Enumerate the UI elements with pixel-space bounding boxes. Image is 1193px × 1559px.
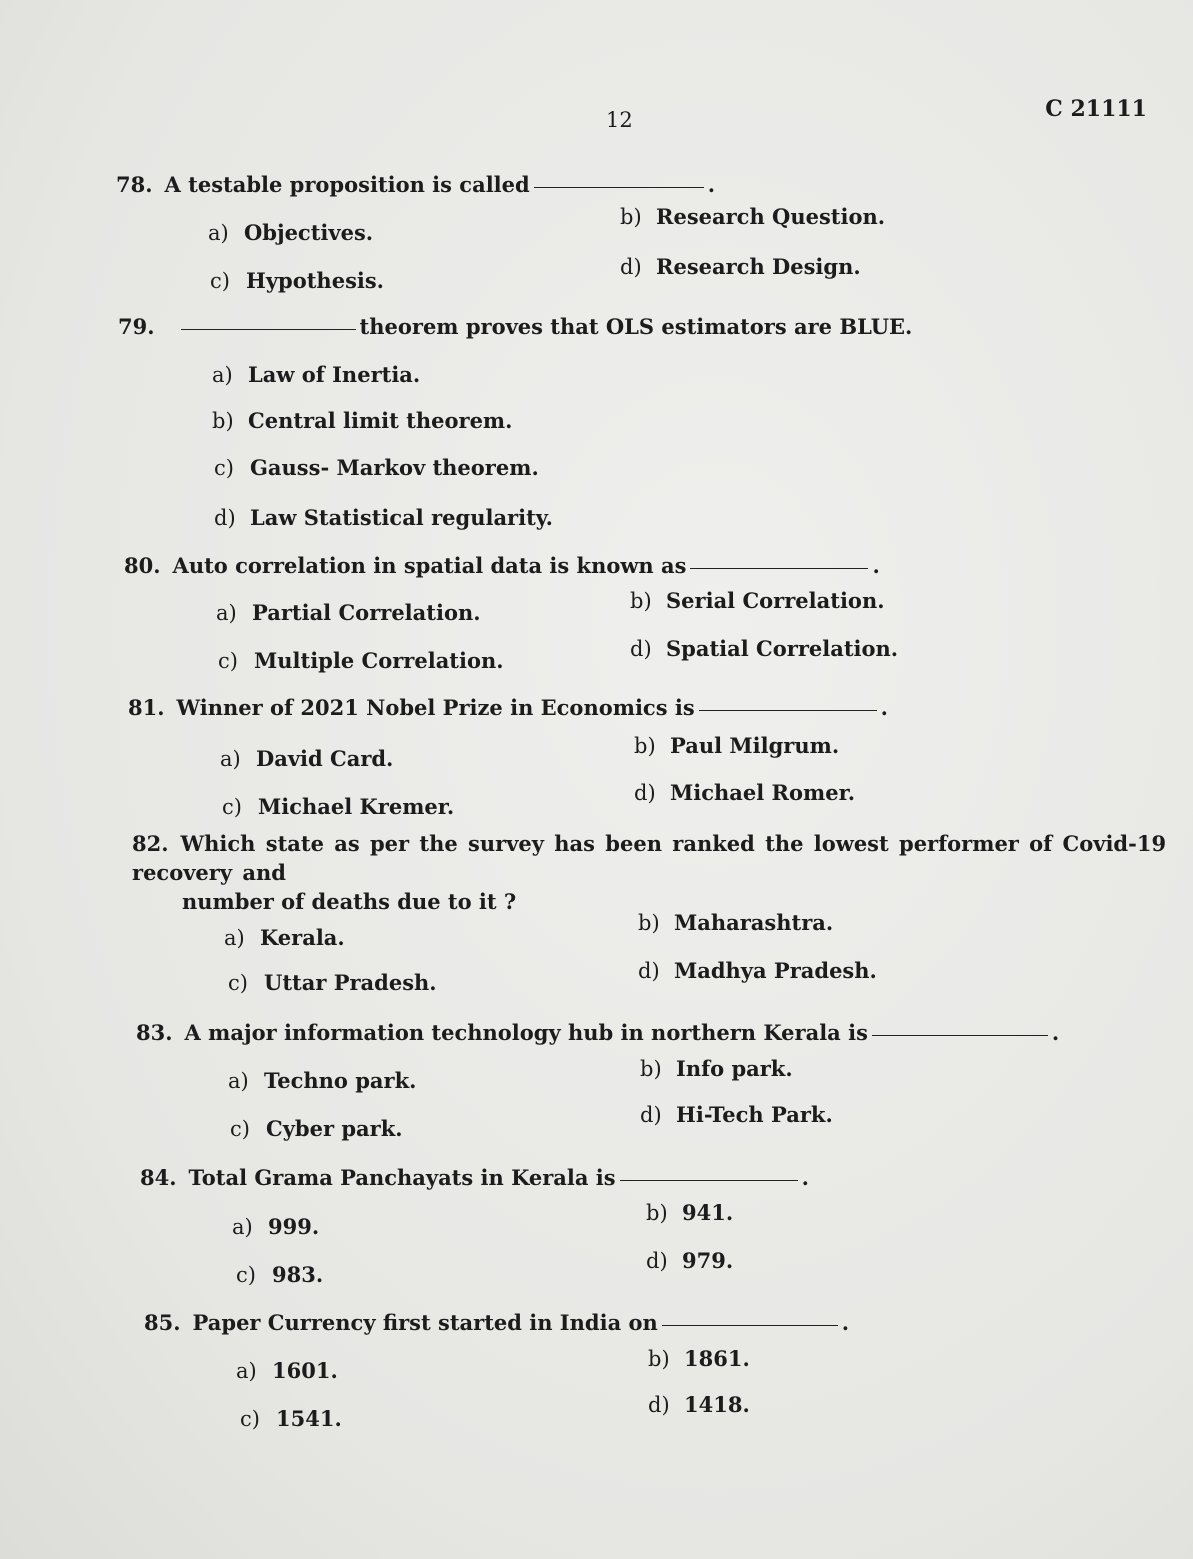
option-c: c) 983.	[236, 1262, 324, 1287]
answer-blank	[534, 185, 704, 188]
question-83: 83. A major information technology hub in northern Kerala is .	[136, 1020, 1060, 1045]
question-text: A major information technology hub in northern Kerala is	[184, 1020, 868, 1045]
option-c: c) 1541.	[240, 1406, 342, 1431]
question-text: Which state as per the survey has been ranked the lowest performer of Covid-19 recovery and	[132, 831, 1167, 885]
question-82: 82. Which state as per the survey has been ranked the lowest performer of Covid-19 recovery and number of deaths due to it ?	[132, 831, 1167, 914]
option-c: c) Michael Kremer.	[222, 794, 455, 819]
option-c: c) Multiple Correlation.	[218, 648, 504, 673]
option-d: d) 1418.	[648, 1392, 750, 1417]
option-a: a) David Card.	[220, 746, 394, 771]
answer-blank	[181, 327, 356, 330]
option-c: c) Cyber park.	[230, 1116, 403, 1141]
answer-blank	[620, 1178, 798, 1181]
option-a: a) Law of Inertia.	[212, 362, 421, 387]
question-text: Auto correlation in spatial data is known as	[172, 553, 687, 578]
question-text: Paper Currency first started in India on	[192, 1310, 658, 1335]
option-d: d) Hi-Tech Park.	[640, 1102, 833, 1127]
paper-code: C 21111	[1045, 96, 1147, 122]
answer-blank	[662, 1323, 838, 1326]
option-b: b) Research Question.	[620, 204, 886, 229]
option-d: d) Research Design.	[620, 254, 861, 279]
question-78: 78. A testable proposition is called .	[116, 172, 716, 197]
question-text-line-2: number of deaths due to it ?	[182, 889, 517, 914]
option-b: b) Maharashtra.	[638, 910, 834, 935]
answer-blank	[872, 1033, 1048, 1036]
question-85: 85. Paper Currency first started in India on .	[144, 1310, 850, 1335]
option-a: a) Kerala.	[224, 925, 345, 950]
answer-blank	[699, 708, 877, 711]
option-c: c) Uttar Pradesh.	[228, 970, 437, 995]
option-d: d) Michael Romer.	[634, 780, 856, 805]
option-d: d) Madhya Pradesh.	[638, 958, 877, 983]
question-80: 80. Auto correlation in spatial data is known as .	[124, 553, 880, 578]
option-d: d) 979.	[646, 1248, 734, 1273]
option-a: a) 999.	[232, 1214, 320, 1239]
question-84: 84. Total Grama Panchayats in Kerala is .	[140, 1165, 809, 1190]
option-b: b) Central limit theorem.	[212, 408, 513, 433]
option-d: d) Law Statistical regularity.	[214, 505, 553, 530]
option-b: b) Serial Correlation.	[630, 588, 885, 613]
question-81: 81. Winner of 2021 Nobel Prize in Economics is .	[128, 695, 888, 720]
question-text: A testable proposition is called	[164, 172, 530, 197]
option-a: a) Techno park.	[228, 1068, 417, 1093]
question-text: Total Grama Panchayats in Kerala is	[188, 1165, 616, 1190]
question-79: 79. theorem proves that OLS estimators are BLUE.	[118, 314, 913, 339]
option-b: b) Info park.	[640, 1056, 793, 1081]
option-d: d) Spatial Correlation.	[630, 636, 899, 661]
option-a: a) Partial Correlation.	[216, 600, 481, 625]
option-a: a) Objectives.	[208, 220, 374, 245]
question-text: Winner of 2021 Nobel Prize in Economics is	[176, 695, 695, 720]
question-text: theorem proves that OLS estimators are BLUE.	[359, 314, 913, 339]
answer-blank	[690, 566, 868, 569]
option-b: b) 941.	[646, 1200, 734, 1225]
option-b: b) Paul Milgrum.	[634, 733, 840, 758]
page-number: 12	[606, 108, 633, 132]
option-b: b) 1861.	[648, 1346, 750, 1371]
option-c: c) Hypothesis.	[210, 268, 384, 293]
option-c: c) Gauss- Markov theorem.	[214, 455, 539, 480]
option-a: a) 1601.	[236, 1358, 338, 1383]
